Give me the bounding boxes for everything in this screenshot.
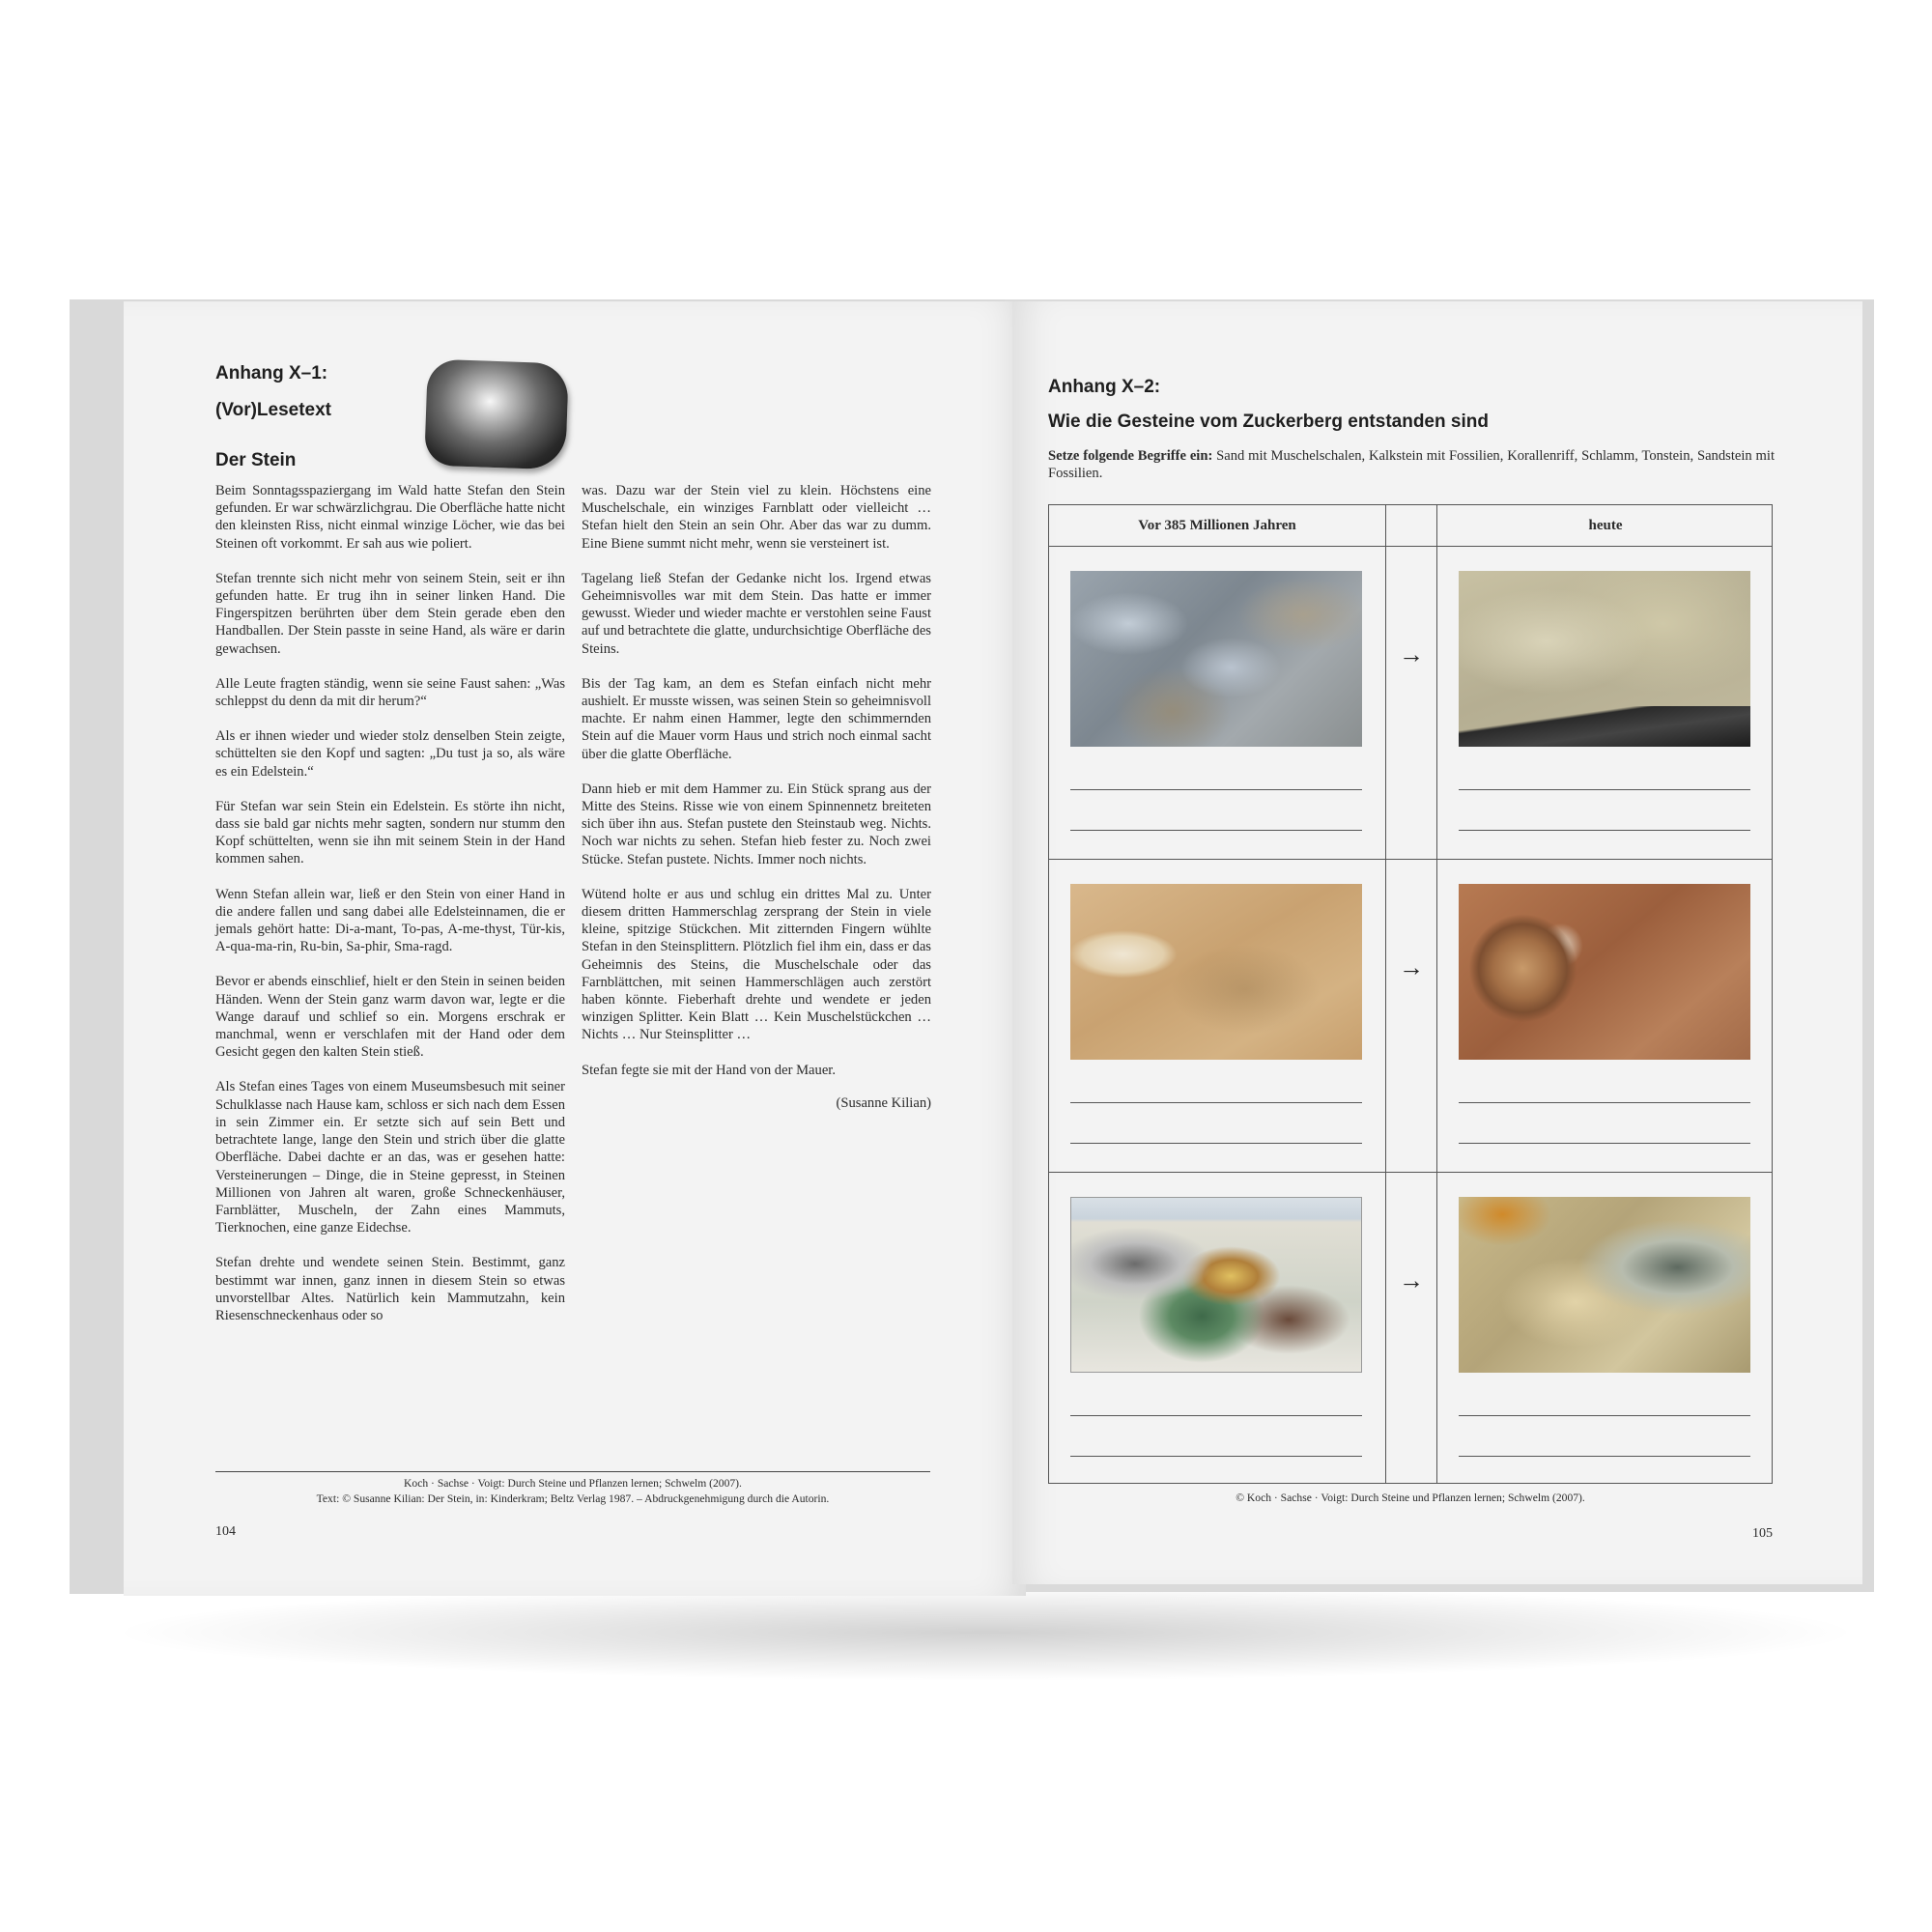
limestone-photo	[1459, 571, 1750, 747]
instruction-text: Sand mit Muschelschalen, Kalkstein mit Fossilien, Korallenriff, Schlamm, Tonstein, Sandstein mit Fossilien.	[1048, 448, 1776, 481]
appendix-heading-left: Anhang X–1:	[215, 363, 328, 384]
appendix-heading-right: Anhang X–2:	[1048, 377, 1161, 397]
paragraph: Stefan drehte und wendete seinen Stein. Bestimmt, ganz bestimmt war innen, ganz innen in diesem Stein so etwas unvorstellbar Altes. Natürlich kein Mammutzahn, kein Riesenschneckenhaus oder so	[215, 1255, 565, 1323]
page-number-right: 105	[1752, 1526, 1773, 1541]
paragraph: Wütend holte er aus und schlug ein drittes Mal zu. Unter diesem dritten Hammerschlag zersprang der Stein in viele kleine, spitzige Stückchen. Mit zitternden Fingern wühlte Stefan in den Steinsplittern. Plötzlich fiel ihm ein, dass er das Geheimnis des Steins, die Muschelschale oder das Farnblättchen, mit seinen Hammerschlägen auch zerstört haben könnte. Fieberhaft drehte und wendete er jeden winzigen Splitter. Kein Blatt … Kein Muschelstückchen … Nichts … Nur Steinsplitter …	[582, 886, 931, 1043]
paragraph: Als er ihnen wieder und wieder stolz denselben Stein zeigte, schüttelten sie den Kopf und sagten: „Du tust ja so, als wäre es ein Edelstein.“	[215, 728, 565, 780]
answer-line[interactable]	[1070, 1102, 1362, 1103]
instruction-label: Setze folgende Begriffe ein:	[1048, 448, 1213, 464]
paragraph: Als Stefan eines Tages von einem Museumsbesuch mit seiner Schulklasse nach Hause kam, schloss er sich nach dem Essen in sein Zimmer ein. Er setzte sich auf sein Bett und betrachtete lange, lange den Stein und strich über die glatte Oberfläche. Dabei dachte er an das, was er gesehen hatte: Versteinerungen – Dinge, die in Steine gepresst, in Steinen Millionen von Jahren alt waren, große Schneckenhäuser, Farnblätter, Muscheln, der Zahn eines Mammuts, Tierknochen, eine ganze Eidechse.	[215, 1079, 565, 1236]
row-divider	[1049, 859, 1772, 860]
paragraph: was. Dazu war der Stein viel zu klein. Höchstens eine Muschelschale, ein winziges Farnblatt oder vielleicht … Stefan hielt den Stein an sein Ohr. Aber das war zu dumm. Eine Biene summt nicht mehr, wenn sie versteinert ist.	[582, 483, 931, 552]
answer-line[interactable]	[1459, 830, 1750, 831]
sand-with-shell-photo	[1070, 884, 1362, 1060]
answer-line[interactable]	[1459, 1415, 1750, 1416]
answer-line[interactable]	[1459, 1456, 1750, 1457]
copyright-note: © Koch · Sachse · Voigt: Durch Steine und Pflanzen lernen; Schwelm (2007).	[1236, 1492, 1585, 1504]
polished-stone-image	[424, 358, 569, 469]
answer-line[interactable]	[1070, 830, 1362, 831]
story-column-a	[215, 482, 565, 1342]
paragraph: Wenn Stefan allein war, ließ er den Stein von einer Hand in die andere fallen und sang dabei alle Edelsteinnamen, die er jemals gehört hatte: Di-a-mant, To-pas, A-me-thyst, Tür-kis, A-qua-ma-rin, Ru-bin, Sa-phir, Sma-ragd.	[215, 886, 565, 955]
paragraph: Dann hieb er mit dem Hammer zu. Ein Stück sprang aus der Mitte des Steins. Risse wie von einem Spinnennetz breiteten sich über ihn aus. Stefan pustete den Steinstaub weg. Nichts. Noch war nichts zu sehen. Stefan hieb fester zu. Noch zwei Stücke. Stefan pustete. Nichts. Immer noch nichts.	[582, 781, 931, 867]
worksheet-instruction	[1048, 447, 1775, 482]
column-header-today: heute	[1588, 518, 1623, 533]
answer-line[interactable]	[1070, 1456, 1362, 1457]
source-footer	[215, 1476, 930, 1507]
paragraph: Bevor er abends einschlief, hielt er den Stein in seinen beiden Händen. Wenn der Stein ganz warm davon war, legte er die Wange darauf und schlief so ein. Morgens erschrak er manchmal, wenn er verschlafen mit der Hand oder dem Gesicht gegen den kalten Stein stieß.	[215, 974, 565, 1061]
row-divider	[1049, 1172, 1772, 1173]
paragraph: Tagelang ließ Stefan der Gedanke nicht los. Irgend etwas Geheimnisvolles war mit dem Stein. Das hatte er immer gewusst. Wieder und wieder machte er verstohlen seine Faust auf und betrachtete die glatte, undurchsichtige Oberfläche des Steins.	[582, 570, 931, 657]
footer-line: Koch · Sachse · Voigt: Durch Steine und Pflanzen lernen; Schwelm (2007).	[404, 1477, 742, 1490]
story-column-b	[582, 482, 931, 1112]
answer-line[interactable]	[1070, 1143, 1362, 1144]
column-divider	[1436, 505, 1437, 1483]
sandstone-fossil-photo	[1459, 884, 1750, 1060]
coral-reef-illustration	[1070, 1197, 1362, 1373]
paragraph: Alle Leute fragten ständig, wenn sie seine Faust sahen: „Was schleppst du denn da mit dir herum?“	[215, 675, 565, 710]
paragraph: Bis der Tag kam, an dem es Stefan einfach nicht mehr aushielt. Er musste wissen, was seinen Stein so geheimnisvoll machte. Er nahm einen Hammer, legte den schimmernden Stein auf die Mauer vorm Haus und strich noch einmal sacht über die glatte Oberfläche.	[582, 675, 931, 762]
page-number-left: 104	[215, 1524, 236, 1539]
arrow-icon: →	[1399, 640, 1424, 668]
answer-line[interactable]	[1459, 789, 1750, 790]
paragraph: Stefan fegte sie mit der Hand von der Mauer.	[582, 1062, 837, 1078]
rock-formation-table	[1048, 504, 1773, 1484]
footer-divider	[215, 1471, 930, 1472]
paragraph: Für Stefan war sein Stein ein Edelstein. Es störte ihn nicht, dass sie bald gar nichts mehr sagten, sondern nur stumm den Kopf schüttelten, wenn sie ihn mit seinem Stein in der Hand kommen sahen.	[215, 798, 565, 867]
answer-line[interactable]	[1070, 1415, 1362, 1416]
answer-line[interactable]	[1459, 1143, 1750, 1144]
arrow-icon: →	[1399, 953, 1424, 981]
section-subtitle-left: (Vor)Lesetext	[215, 400, 332, 420]
worksheet-title: Wie die Gesteine vom Zuckerberg entstanden sind	[1048, 412, 1489, 432]
fossil-limestone-photo	[1459, 1197, 1750, 1373]
author-signature: (Susanne Kilian)	[836, 1094, 931, 1111]
book-shadow	[106, 1584, 1864, 1681]
arrow-icon: →	[1399, 1266, 1424, 1294]
footer-line: Text: © Susanne Kilian: Der Stein, in: Kinderkram; Beltz Verlag 1987. – Abdruckgenehmigung durch die Autorin.	[316, 1492, 830, 1505]
answer-line[interactable]	[1070, 789, 1362, 790]
paragraph: Beim Sonntagsspaziergang im Wald hatte Stefan den Stein gefunden. Er war schwärzlichgrau. Die Oberfläche hatte nicht den kleinsten Riss, nicht einmal winzige Löcher, wie das bei Steinen oft vorkommt. Er sah aus wie poliert.	[215, 483, 565, 552]
paragraph: Stefan trennte sich nicht mehr von seinem Stein, seit er ihn gefunden hatte. Er trug ihn in seiner linken Hand. Die Fingerspitzen berührten über dem Stein gerade eben den Handballen. Der Stein passte in seine Hand, als wäre er darin gewachsen.	[215, 570, 565, 657]
answer-line[interactable]	[1459, 1102, 1750, 1103]
column-header-past: Vor 385 Millionen Jahren	[1138, 518, 1296, 533]
story-title: Der Stein	[215, 450, 297, 470]
mud-photo	[1070, 571, 1362, 747]
